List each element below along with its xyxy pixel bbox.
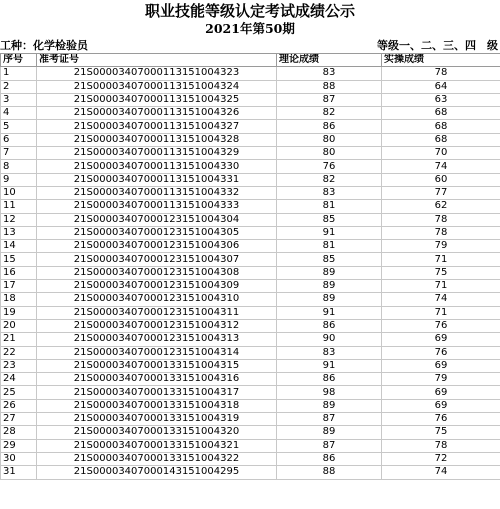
col-header-practical: 实操成绩 — [382, 54, 500, 67]
theory-score-cell: 87 — [277, 439, 382, 452]
table-row — [1, 452, 500, 465]
table-row — [1, 67, 500, 80]
theory-score-cell: 90 — [277, 333, 382, 346]
practical-score-cell: 74 — [382, 160, 500, 173]
row-number-cell: 26 — [1, 399, 37, 412]
table-row — [1, 280, 500, 293]
practical-score-cell: 76 — [382, 413, 500, 426]
row-number-cell: 7 — [1, 147, 37, 160]
theory-score-cell: 80 — [277, 147, 382, 160]
row-number-cell: 24 — [1, 373, 37, 386]
exam-id-cell: 21S00003407000113151004329 — [37, 147, 277, 160]
practical-score-cell: 78 — [382, 213, 500, 226]
table-row — [1, 133, 500, 146]
issue-subtitle: 2021年第50期 — [205, 21, 295, 36]
practical-score-cell: 68 — [382, 133, 500, 146]
theory-score-cell: 89 — [277, 266, 382, 279]
table-row — [1, 253, 500, 266]
theory-score-cell: 86 — [277, 373, 382, 386]
score-table — [0, 53, 500, 480]
row-number-cell: 9 — [1, 173, 37, 186]
practical-score-cell: 76 — [382, 346, 500, 359]
table-row — [1, 93, 500, 106]
practical-score-cell: 78 — [382, 226, 500, 239]
row-number-cell: 30 — [1, 452, 37, 465]
practical-score-cell: 62 — [382, 200, 500, 213]
row-number-cell: 25 — [1, 386, 37, 399]
table-header-row — [1, 54, 500, 67]
row-number-cell: 10 — [1, 186, 37, 199]
practical-score-cell: 71 — [382, 280, 500, 293]
exam-id-cell: 21S00003407000113151004326 — [37, 107, 277, 120]
row-number-cell: 20 — [1, 319, 37, 332]
row-number-cell: 17 — [1, 280, 37, 293]
practical-score-cell: 71 — [382, 253, 500, 266]
table-row — [1, 293, 500, 306]
theory-score-cell: 85 — [277, 253, 382, 266]
row-number-cell: 15 — [1, 253, 37, 266]
practical-score-cell: 79 — [382, 373, 500, 386]
row-number-cell: 19 — [1, 306, 37, 319]
table-row — [1, 399, 500, 412]
theory-score-cell: 80 — [277, 133, 382, 146]
table-row — [1, 200, 500, 213]
theory-score-cell: 86 — [277, 319, 382, 332]
table-row — [1, 466, 500, 479]
exam-id-cell: 21S00003407000113151004333 — [37, 200, 277, 213]
table-row — [1, 107, 500, 120]
col-header-no: 序号 — [1, 54, 37, 67]
table-row — [1, 226, 500, 239]
theory-score-cell: 85 — [277, 213, 382, 226]
theory-score-cell: 89 — [277, 280, 382, 293]
row-number-cell: 8 — [1, 160, 37, 173]
table-row — [1, 80, 500, 93]
exam-id-cell: 21S00003407000133151004321 — [37, 439, 277, 452]
table-row — [1, 160, 500, 173]
practical-score-cell: 75 — [382, 426, 500, 439]
row-number-cell: 23 — [1, 359, 37, 372]
practical-score-cell: 63 — [382, 93, 500, 106]
exam-id-cell: 21S00003407000123151004313 — [37, 333, 277, 346]
table-row — [1, 439, 500, 452]
meta-line — [0, 38, 500, 53]
theory-score-cell: 83 — [277, 67, 382, 80]
table-row — [1, 346, 500, 359]
practical-score-cell: 78 — [382, 439, 500, 452]
table-row — [1, 426, 500, 439]
theory-score-cell: 86 — [277, 452, 382, 465]
table-row — [1, 186, 500, 199]
exam-id-cell: 21S00003407000133151004319 — [37, 413, 277, 426]
row-number-cell: 1 — [1, 67, 37, 80]
practical-score-cell: 60 — [382, 173, 500, 186]
row-number-cell: 27 — [1, 413, 37, 426]
exam-id-cell: 21S00003407000113151004330 — [37, 160, 277, 173]
practical-score-cell: 78 — [382, 67, 500, 80]
table-row — [1, 359, 500, 372]
practical-score-cell: 69 — [382, 359, 500, 372]
row-number-cell: 2 — [1, 80, 37, 93]
col-header-exam-id: 准考证号 — [37, 54, 277, 67]
theory-score-cell: 81 — [277, 240, 382, 253]
table-row — [1, 413, 500, 426]
theory-score-cell: 98 — [277, 386, 382, 399]
theory-score-cell: 82 — [277, 173, 382, 186]
table-row — [1, 386, 500, 399]
row-number-cell: 13 — [1, 226, 37, 239]
row-number-cell: 12 — [1, 213, 37, 226]
table-row — [1, 333, 500, 346]
job-type-label: 工种：化学检验员 — [0, 39, 88, 52]
practical-score-cell: 69 — [382, 386, 500, 399]
exam-id-cell: 21S00003407000133151004318 — [37, 399, 277, 412]
row-number-cell: 18 — [1, 293, 37, 306]
page-title: 职业技能等级认定考试成绩公示 — [144, 2, 355, 20]
theory-score-cell: 86 — [277, 120, 382, 133]
practical-score-cell: 68 — [382, 120, 500, 133]
row-number-cell: 14 — [1, 240, 37, 253]
practical-score-cell: 72 — [382, 452, 500, 465]
practical-score-cell: 71 — [382, 306, 500, 319]
theory-score-cell: 82 — [277, 107, 382, 120]
theory-score-cell: 83 — [277, 186, 382, 199]
exam-id-cell: 21S00003407000123151004311 — [37, 306, 277, 319]
table-row — [1, 373, 500, 386]
table-row — [1, 306, 500, 319]
exam-id-cell: 21S00003407000133151004315 — [37, 359, 277, 372]
table-row — [1, 240, 500, 253]
exam-id-cell: 21S00003407000113151004328 — [37, 133, 277, 146]
exam-id-cell: 21S00003407000123151004307 — [37, 253, 277, 266]
exam-id-cell: 21S00003407000123151004308 — [37, 266, 277, 279]
practical-score-cell: 69 — [382, 399, 500, 412]
exam-id-cell: 21S00003407000113151004331 — [37, 173, 277, 186]
exam-id-cell: 21S00003407000123151004309 — [37, 280, 277, 293]
exam-id-cell: 21S00003407000123151004304 — [37, 213, 277, 226]
row-number-cell: 5 — [1, 120, 37, 133]
exam-id-cell: 21S00003407000133151004317 — [37, 386, 277, 399]
theory-score-cell: 87 — [277, 93, 382, 106]
exam-id-cell: 21S00003407000133151004320 — [37, 426, 277, 439]
row-number-cell: 31 — [1, 466, 37, 479]
table-row — [1, 147, 500, 160]
practical-score-cell: 75 — [382, 266, 500, 279]
exam-id-cell: 21S00003407000113151004327 — [37, 120, 277, 133]
theory-score-cell: 76 — [277, 160, 382, 173]
exam-id-cell: 21S00003407000133151004316 — [37, 373, 277, 386]
row-number-cell: 6 — [1, 133, 37, 146]
theory-score-cell: 91 — [277, 359, 382, 372]
practical-score-cell: 79 — [382, 240, 500, 253]
row-number-cell: 4 — [1, 107, 37, 120]
row-number-cell: 16 — [1, 266, 37, 279]
table-row — [1, 120, 500, 133]
practical-score-cell: 77 — [382, 186, 500, 199]
exam-id-cell: 21S00003407000123151004312 — [37, 319, 277, 332]
row-number-cell: 11 — [1, 200, 37, 213]
practical-score-cell: 70 — [382, 147, 500, 160]
practical-score-cell: 76 — [382, 319, 500, 332]
theory-score-cell: 88 — [277, 466, 382, 479]
exam-id-cell: 21S00003407000143151004295 — [37, 466, 277, 479]
exam-id-cell: 21S00003407000123151004306 — [37, 240, 277, 253]
exam-id-cell: 21S00003407000123151004314 — [37, 346, 277, 359]
practical-score-cell: 74 — [382, 293, 500, 306]
exam-id-cell: 21S00003407000133151004322 — [37, 452, 277, 465]
table-row — [1, 213, 500, 226]
exam-id-cell: 21S00003407000123151004310 — [37, 293, 277, 306]
exam-id-cell: 21S00003407000123151004305 — [37, 226, 277, 239]
grade-label: 等级一、二、三、四 级 — [377, 39, 498, 52]
theory-score-cell: 87 — [277, 413, 382, 426]
theory-score-cell: 91 — [277, 306, 382, 319]
theory-score-cell: 81 — [277, 200, 382, 213]
row-number-cell: 29 — [1, 439, 37, 452]
exam-id-cell: 21S000034070001131510043​23 — [37, 67, 277, 80]
practical-score-cell: 64 — [382, 80, 500, 93]
theory-score-cell: 88 — [277, 80, 382, 93]
practical-score-cell: 69 — [382, 333, 500, 346]
table-row — [1, 266, 500, 279]
exam-id-cell: 21S0000340700011315100432​4 — [37, 80, 277, 93]
theory-score-cell: 89 — [277, 426, 382, 439]
exam-id-cell: 21S00003407000113151004325 — [37, 93, 277, 106]
table-row — [1, 319, 500, 332]
theory-score-cell: 89 — [277, 399, 382, 412]
theory-score-cell: 89 — [277, 293, 382, 306]
exam-id-cell: 21S00003407000113151004332 — [37, 186, 277, 199]
col-header-theory: 理论成绩 — [277, 54, 382, 67]
theory-score-cell: 83 — [277, 346, 382, 359]
row-number-cell: 21 — [1, 333, 37, 346]
table-row — [1, 173, 500, 186]
row-number-cell: 22 — [1, 346, 37, 359]
theory-score-cell: 91 — [277, 226, 382, 239]
practical-score-cell: 74 — [382, 466, 500, 479]
row-number-cell: 28 — [1, 426, 37, 439]
row-number-cell: 3 — [1, 93, 37, 106]
practical-score-cell: 68 — [382, 107, 500, 120]
